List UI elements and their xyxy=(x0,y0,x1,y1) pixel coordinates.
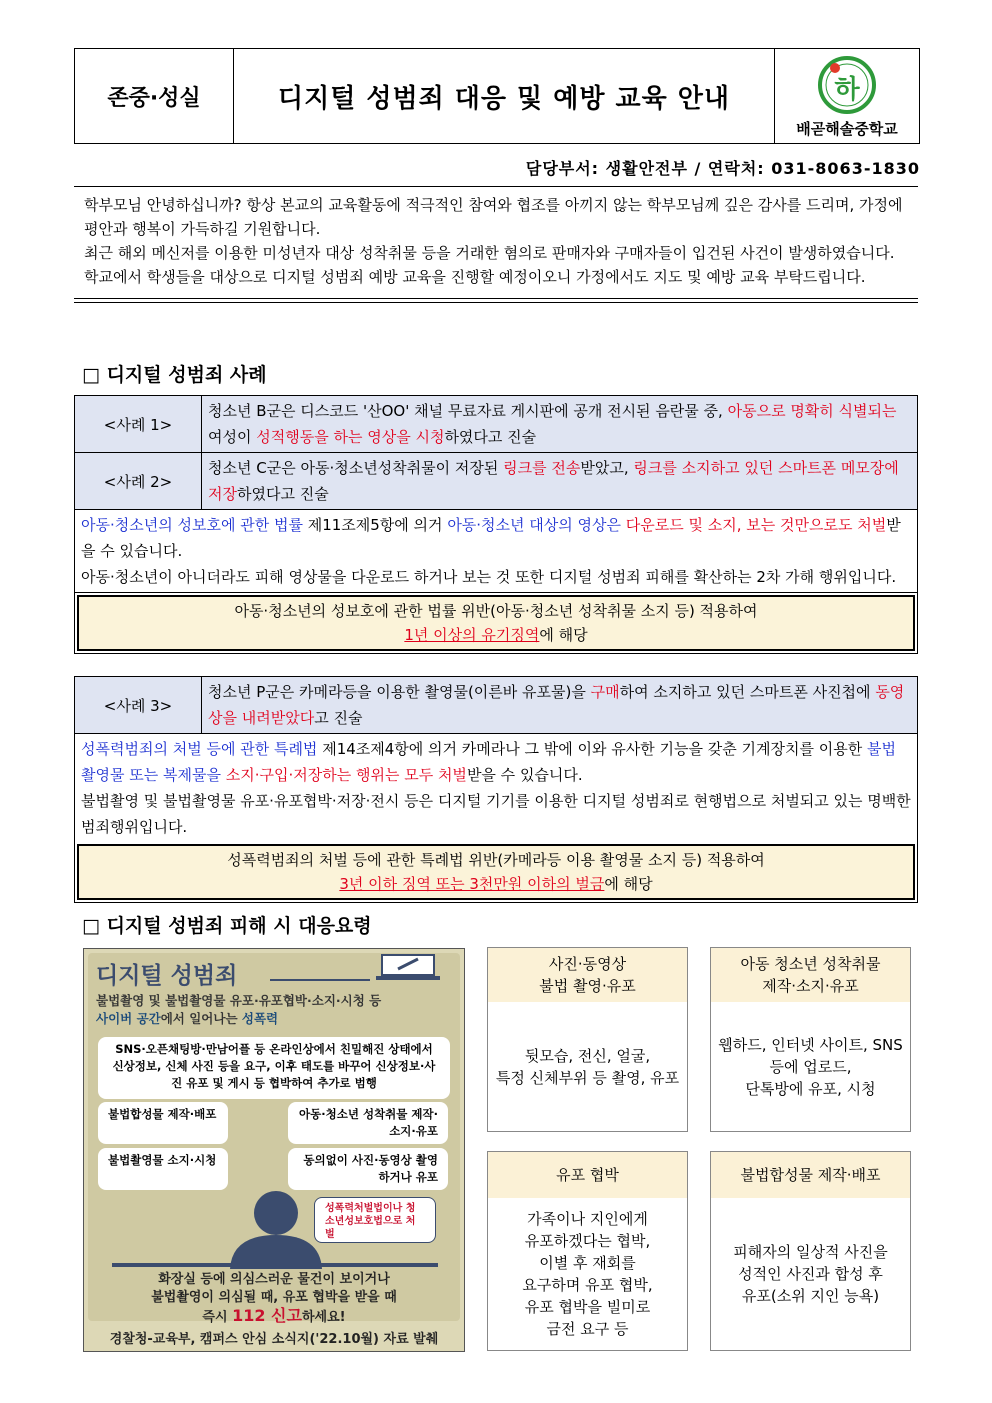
poster-source: 경찰청-교육부, 캠퍼스 안심 소식지('22.10월) 자료 발췌 xyxy=(109,1332,439,1347)
law-explanation: 아동·청소년의 성보호에 관한 법률 제11조제5항에 의거 아동·청소년 대상의 영상은 다운로드 및 소지, 보는 것만으로도 처벌받을 수 있습니다. 아동·청소년이 아니더라도 피해 영상물을 다운로드 하거나 보는 것 또한 디지털 성범죄 피해를 확산하는 2차 가해 행위입니다. xyxy=(75,510,917,593)
motto: 존중·성실 xyxy=(75,49,234,143)
school-name: 배곧해솔중학교 xyxy=(796,119,898,138)
poster-sub1: 불법촬영 및 불법촬영물 유포·유포협박·소지·시청 등 xyxy=(96,993,382,1008)
school-logo xyxy=(775,49,919,143)
header-table xyxy=(74,48,920,144)
desk-bar xyxy=(112,1263,438,1267)
poster-sub2: 사이버 공간에서 일어나는 성폭력 xyxy=(96,1011,279,1026)
section-title-response: □ 디지털 성범죄 피해 시 대응요령 xyxy=(82,915,372,937)
poster-box-b1: 불법합성물 제작·배포 xyxy=(98,1102,228,1144)
poster-box-b3: 불법촬영물 소지·시청 xyxy=(98,1148,228,1190)
section-title-cases: □ 디지털 성범죄 사례 xyxy=(82,364,267,386)
info-card: 아동 청소년 성착취물 제작·소지·유포 웹하드, 인터넷 사이트, SNS 등에 업로드, 단톡방에 유포, 시청 xyxy=(710,947,911,1132)
poster-box-b4: 동의없이 사진·동영상 촬영하거나 유포 xyxy=(288,1148,448,1190)
poster-box-main: SNS·오픈채팅방·만남어플 등 온라인상에서 친밀해진 상태에서 신상정보, 신체 사진 등을 요구, 이후 태도를 바꾸어 신상정보·사진 유포 및 게시 등 협박하여 추가로 범행 xyxy=(98,1037,450,1099)
case-label: <사례 2> xyxy=(75,453,202,509)
intro-box xyxy=(74,186,918,297)
intro-p2: 최근 해외 메신저를 이용한 미성년자 대상 성착취물 등을 거래한 혐의로 판매자와 구매자들이 입건된 사건이 발생하였습니다. 학교에서 학생들을 대상으로 디지털 성범죄 예방 교육을 진행할 예정이오니 가정에서도 지도 및 예방 교육 부탁드립니다. xyxy=(84,244,895,286)
case-text: 청소년 B군은 디스코드 '산OO' 채널 무료자료 게시판에 공개 전시된 음란물 중, 아동으로 명확히 식별되는 여성이 성적행동을 하는 영상을 시청하였다고 진술 xyxy=(202,396,917,452)
penalty-box: 성폭력범죄의 처벌 등에 관한 특례법 위반(카메라등 이용 촬영물 소지 등) 적용하여 3년 이하 징역 또는 3천만원 이하의 벌금에 해당 xyxy=(77,844,915,900)
poster-image xyxy=(83,948,465,1352)
case-label: <사례 3> xyxy=(75,677,202,733)
case-text: 청소년 C군은 아동·청소년성착취물이 저장된 링크를 전송받았고, 링크를 소지하고 있던 스마트폰 메모장에 저장하였다고 진술 xyxy=(202,453,917,509)
double-line-divider xyxy=(74,298,918,303)
poster-law-bubble: 성폭력처벌법이나 청소년성보호법으로 처벌 xyxy=(314,1197,436,1243)
case-block-2 xyxy=(74,676,918,903)
poster-box-b2: 아동·청소년 성착취물 제작·소지·유포 xyxy=(288,1102,448,1144)
info-card: 유포 협박 가족이나 지인에게 유포하겠다는 협박, 이별 후 재회를 요구하며 유포 협박, 유포 협박을 빌미로 금전 요구 등 xyxy=(487,1151,688,1351)
poster-rule xyxy=(270,979,370,981)
poster-footer: 화장실 등에 의심스러운 물건이 보이거나 불법촬영이 의심될 때, 유포 협박을 받을 때 즉시 112 신고하세요! xyxy=(151,1272,397,1325)
laptop-icon xyxy=(374,953,444,983)
poster-title: 디지털 성범죄 xyxy=(96,963,238,989)
school-emblem-icon xyxy=(815,54,879,116)
logo-glyph: 하 xyxy=(834,73,860,104)
case-row xyxy=(75,396,917,453)
contact-line: 담당부서: 생활안전부 / 연락처: 031-8063-1830 xyxy=(525,159,920,178)
case-text: 청소년 P군은 카메라등을 이용한 촬영물(이른바 유포물)을 구매하여 소지하고 있던 스마트폰 사진첩에 동영상을 내려받았다고 진술 xyxy=(202,677,917,733)
intro-p1: 학부모님 안녕하십니까? 항상 본교의 교육활동에 적극적인 참여와 협조를 아끼지 않는 학부모님께 깊은 감사를 드리며, 가정에 평안과 행복이 가득하길 기원합니다. xyxy=(84,196,903,238)
case-row xyxy=(75,677,917,734)
info-card: 사진·동영상 불법 촬영·유포 뒷모습, 전신, 얼굴, 특정 신체부위 등 촬영, 유포 xyxy=(487,947,688,1132)
law-explanation: 성폭력범죄의 처벌 등에 관한 특례법 제14조제4항에 의거 카메라나 그 밖에 이와 유사한 기능을 갖춘 기계장치를 이용한 불법 촬영물 또는 복제물을 소지·구입·저장하는 행위는 모두 처벌받을 수 있습니다. 불법촬영 및 불법촬영물 유포·유포협박·저장·전시 등은 디지털 기기를 이용한 디지털 성범죄로 현행법으로 처벌되고 있는 명백한 범죄행위입니다. xyxy=(81,740,911,836)
case-block-1 xyxy=(74,395,918,654)
penalty-box: 아동·청소년의 성보호에 관한 법률 위반(아동·청소년 성착취물 소지 등) 적용하여 1년 이상의 유기징역에 해당 xyxy=(77,595,915,651)
info-card: 불법합성물 제작·배포 피해자의 일상적 사진을 성적인 사진과 합성 후 유포(소위 지인 능욕) xyxy=(710,1151,911,1351)
case-label: <사례 1> xyxy=(75,396,202,452)
case-row xyxy=(75,453,917,510)
page-title: 디지털 성범죄 대응 및 예방 교육 안내 xyxy=(234,49,775,143)
